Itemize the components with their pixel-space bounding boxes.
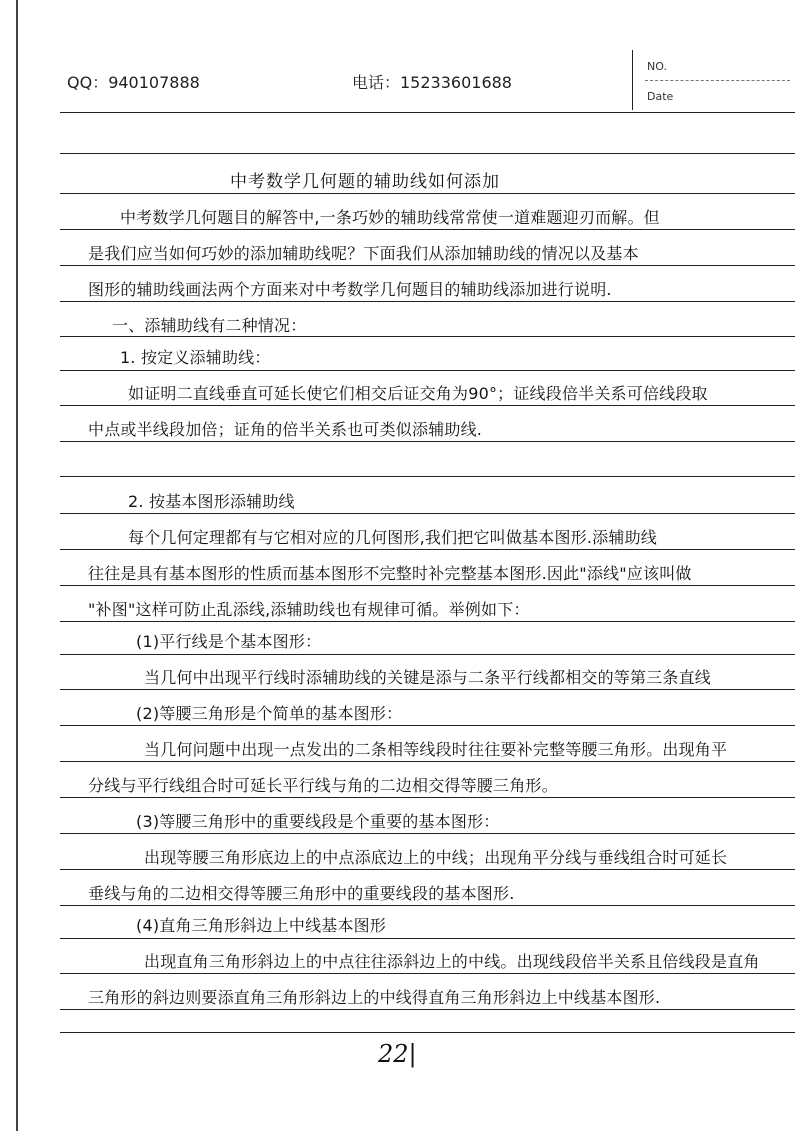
left-margin-line <box>16 0 18 1131</box>
text-line: 中点或半线段加倍；证角的倍半关系也可类似添辅助线. <box>88 420 483 439</box>
ruled-line <box>60 585 795 586</box>
ruled-line <box>60 1032 795 1033</box>
ruled-line <box>60 869 795 870</box>
text-line: 每个几何定理都有与它相对应的几何图形,我们把它叫做基本图形.添辅助线 <box>128 528 657 547</box>
page-number: 22| <box>378 1040 417 1068</box>
date-label: Date <box>647 90 674 103</box>
ruled-line <box>60 153 795 154</box>
no-label: NO. <box>647 60 667 73</box>
ruled-line <box>60 405 795 406</box>
text-line: 往往是具有基本图形的性质而基本图形不完整时补完整基本图形.因此"添线"应该叫做 <box>88 564 692 583</box>
text-line: 当几何中出现平行线时添辅助线的关键是添与二条平行线都相交的等第三条直线 <box>144 668 712 687</box>
item-heading: (3)等腰三角形中的重要线段是个重要的基本图形： <box>136 812 500 831</box>
ruled-line <box>60 938 795 939</box>
ruled-line <box>60 229 795 230</box>
qq-number: QQ：940107888 <box>67 73 200 92</box>
ruled-line <box>60 654 795 655</box>
ruled-line <box>60 1009 795 1010</box>
ruled-line <box>60 193 795 194</box>
ruled-line <box>60 797 795 798</box>
text-line: 三角形的斜边则要添直角三角形斜边上的中线得直角三角形斜边上中线基本图形. <box>88 988 661 1007</box>
text-line: 是我们应当如何巧妙的添加辅助线呢？下面我们从添加辅助线的情况以及基本 <box>88 244 639 263</box>
ruled-line <box>60 336 795 337</box>
text-line: 中考数学几何题目的解答中,一条巧妙的辅助线常常使一道难题迎刃而解。但 <box>120 208 660 227</box>
ruled-line <box>60 301 795 302</box>
ruled-line <box>60 549 795 550</box>
ruled-line <box>60 905 795 906</box>
ruled-line <box>60 621 795 622</box>
text-line: 图形的辅助线画法两个方面来对中考数学几何题目的辅助线添加进行说明. <box>88 280 612 299</box>
ruled-line <box>60 689 795 690</box>
ruled-line <box>60 441 795 442</box>
no-field-dotted-line <box>645 80 790 81</box>
section-heading: 一、添辅助线有二种情况： <box>112 316 307 335</box>
text-line: 垂线与角的二边相交得等腰三角形中的重要线段的基本图形. <box>88 884 515 903</box>
ruled-line <box>60 265 795 266</box>
header-divider <box>632 50 633 110</box>
phone-number: 电话：15233601688 <box>352 73 512 92</box>
ruled-line <box>60 833 795 834</box>
subsection-heading: 2. 按基本图形添辅助线 <box>128 492 295 511</box>
text-line: "补图"这样可防止乱添线,添辅助线也有规律可循。举例如下： <box>88 600 530 619</box>
ruled-line <box>60 973 795 974</box>
item-heading: (4)直角三角形斜边上中线基本图形 <box>136 916 387 935</box>
text-line: 如证明二直线垂直可延长使它们相交后证交角为90°；证线段倍半关系可倍线段取 <box>128 384 708 403</box>
text-line: 出现等腰三角形底边上的中点添底边上的中线；出现角平分线与垂线组合时可延长 <box>144 848 728 867</box>
ruled-line <box>60 761 795 762</box>
ruled-line <box>60 725 795 726</box>
text-line: 当几何问题中出现一点发出的二条相等线段时往往要补完整等腰三角形。出现角平 <box>144 740 728 759</box>
item-heading: (1)平行线是个基本图形： <box>136 632 322 651</box>
text-line: 分线与平行线组合时可延长平行线与角的二边相交得等腰三角形。 <box>88 776 558 795</box>
text-line: 出现直角三角形斜边上的中点往往添斜边上的中线。出现线段倍半关系且倍线段是直角 <box>144 952 760 971</box>
document-title: 中考数学几何题的辅助线如何添加 <box>230 172 500 192</box>
item-heading: (2)等腰三角形是个简单的基本图形： <box>136 704 403 723</box>
ruled-line <box>60 513 795 514</box>
ruled-line <box>60 476 795 477</box>
header-rule <box>60 112 795 113</box>
subsection-heading: 1. 按定义添辅助线： <box>120 348 271 367</box>
ruled-line <box>60 370 795 371</box>
